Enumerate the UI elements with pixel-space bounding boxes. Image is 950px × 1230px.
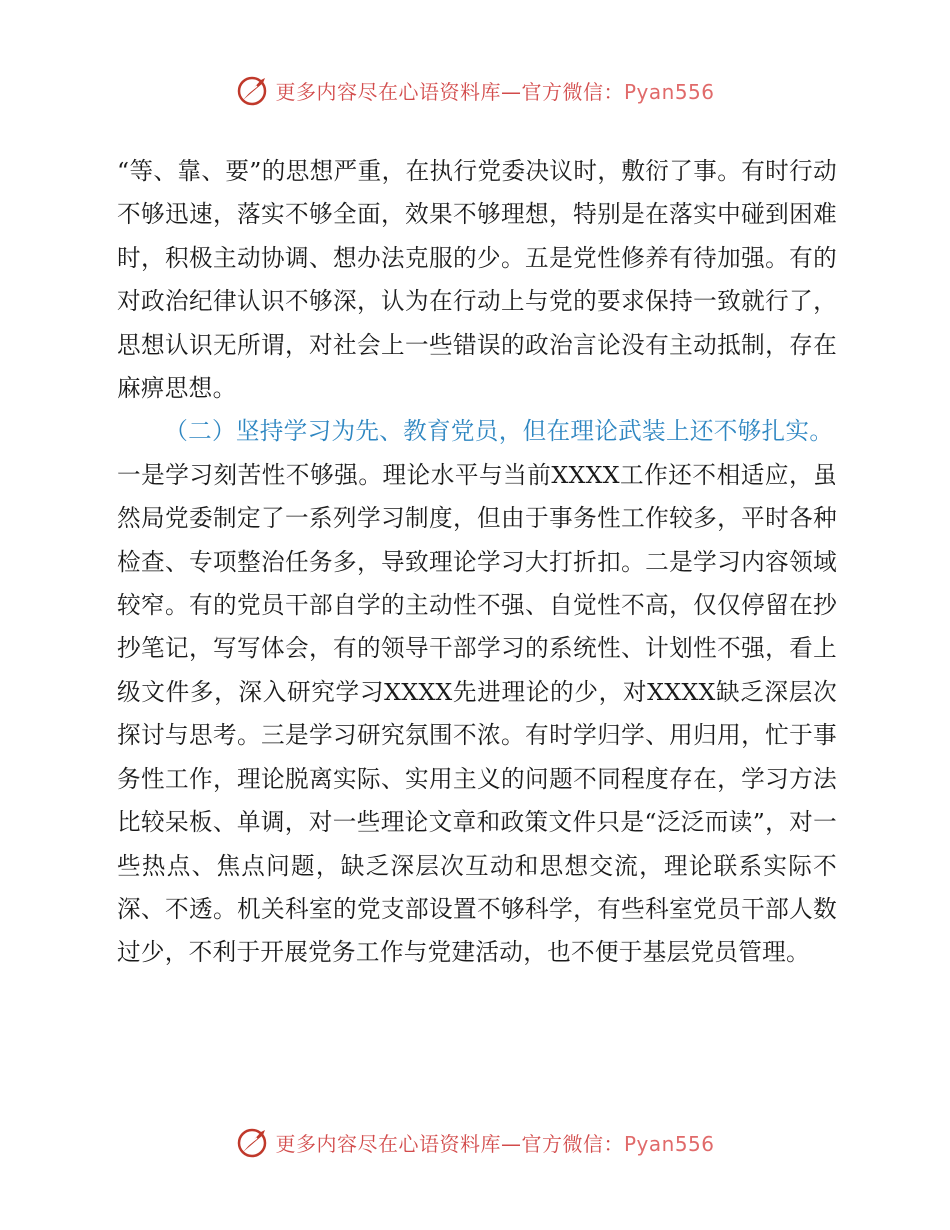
footer-watermark [0, 1122, 950, 1162]
watermark-text: 更多内容尽在心语资料库—官方微信：Pyan556 [275, 1131, 715, 1156]
wechat-id: Pyan556 [623, 1131, 715, 1156]
header-watermark [0, 70, 950, 110]
document-body [117, 150, 837, 975]
section-heading: （二）坚持学习为先、教育党员，但在理论武装上还不够扎实。 [164, 417, 834, 446]
watermark-text: 更多内容尽在心语资料库—官方微信：Pyan556 [275, 79, 715, 104]
quill-logo-icon [235, 72, 271, 108]
wechat-id: Pyan556 [623, 79, 715, 104]
paragraph-1: “等、靠、要”的思想严重，在执行党委决议时，敷衍了事。有时行动不够迅速，落实不够全面，效果不够理想，特别是在落实中碰到困难时，积极主动协调、想办法克服的少。五是党性修养有待加强。有的对政治纪律认识不够深，认为在行动上与党的要求保持一致就行了，思想认识无所谓，对社会上一些错误的政治言论没有主动抵制，存在麻痹思想。 [117, 157, 837, 403]
quill-logo-icon [235, 1124, 271, 1160]
section-body: 一是学习刻苦性不够强。理论水平与当前XXXX工作还不相适应，虽然局党委制定了一系列学习制度，但由于事务性工作较多，平时各种检查、专项整治任务多，导致理论学习大打折扣。二是学习内容领域较窄。有的党员干部自学的主动性不强、自觉性不高，仅仅停留在抄抄笔记，写写体会，有的领导干部学习的系统性、计划性不强，看上级文件多，深入研究学习XXXX先进理论的少，对XXXX缺乏深层次探讨与思考。三是学习研究氛围不浓。有时学归学、用归用，忙于事务性工作，理论脱离实际、实用主义的问题不同程度存在，学习方法比较呆板、单调，对一些理论文章和政策文件只是“泛泛而读”，对一些热点、焦点问题，缺乏深层次互动和思想交流，理论联系实际不深、不透。机关科室的党支部设置不够科学，有些科室党员干部人数过少，不利于开展党务工作与党建活动，也不便于基层党员管理。 [117, 460, 837, 967]
